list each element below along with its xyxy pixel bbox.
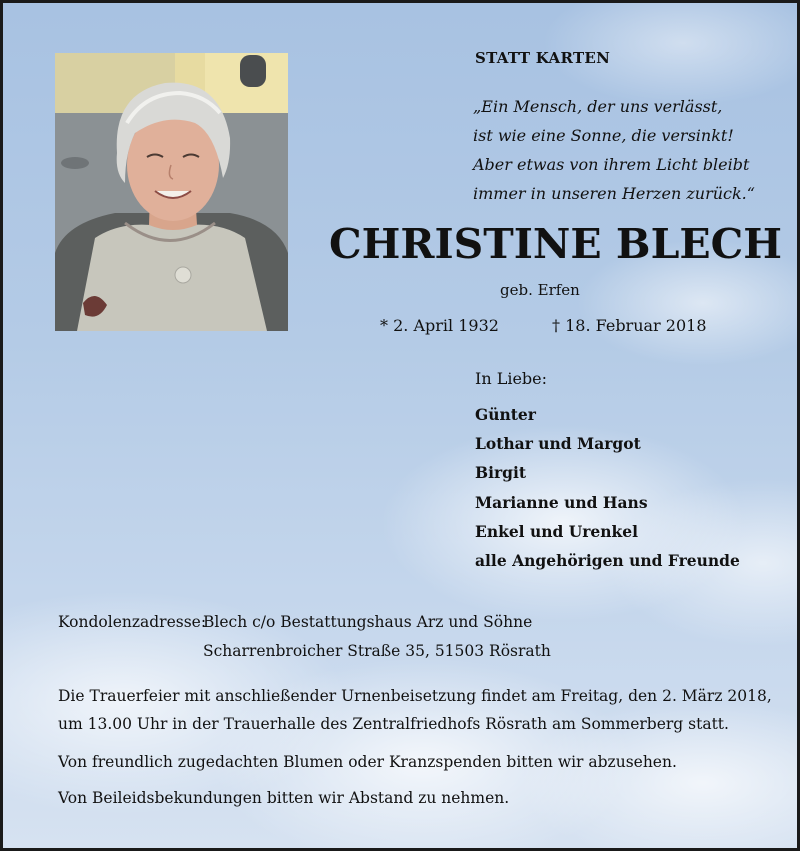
funeral-notice-line: um 13.00 Uhr in der Trauerhalle des Zentralfriedhofs Rösrath am Sommerberg statt. xyxy=(58,715,729,733)
mourner-entry: Enkel und Urenkel xyxy=(475,521,639,541)
mourners-label: In Liebe: xyxy=(475,369,548,388)
condolence-address-line: Blech c/o Bestattungshaus Arz und Söhne xyxy=(203,613,533,631)
funeral-notice-line: Die Trauerfeier mit anschließender Urnenbeisetzung findet am Freitag, den 2. März 2018, xyxy=(58,687,772,705)
condolence-label: Kondolenzadresse: xyxy=(58,613,207,631)
quote-line: „Ein Mensch, der uns verlässt, xyxy=(473,97,723,116)
flowers-notice: Von freundlich zugedachten Blumen oder Kranzspenden bitten wir abzusehen. xyxy=(58,753,677,771)
quote-line: immer in unseren Herzen zurück.“ xyxy=(473,184,755,203)
condolence-address-line: Scharrenbroicher Straße 35, 51503 Rösrath xyxy=(203,642,551,660)
mourner-entry: Lothar und Margot xyxy=(475,434,641,454)
birth-date: * 2. April 1932 xyxy=(380,316,499,335)
memorial-quote xyxy=(473,92,793,208)
death-date: † 18. Februar 2018 xyxy=(552,316,707,335)
mourner-entry: Marianne und Hans xyxy=(475,492,648,512)
quote-line: Aber etwas von ihrem Licht bleibt xyxy=(473,155,750,174)
statt-karten-heading: STATT KARTEN xyxy=(475,49,611,67)
mourners-list xyxy=(475,400,740,575)
mourner-entry: alle Angehörigen und Freunde xyxy=(475,551,740,571)
mourner-entry: Birgit xyxy=(475,463,527,483)
quote-line: ist wie eine Sonne, die versinkt! xyxy=(473,126,734,145)
portrait-photo xyxy=(55,53,288,331)
condolences-notice: Von Beileidsbekundungen bitten wir Abstand zu nehmen. xyxy=(58,789,510,807)
maiden-name: geb. Erfen xyxy=(500,281,580,299)
mourner-entry: Günter xyxy=(475,405,536,424)
deceased-name: CHRISTINE BLECH xyxy=(329,220,783,268)
